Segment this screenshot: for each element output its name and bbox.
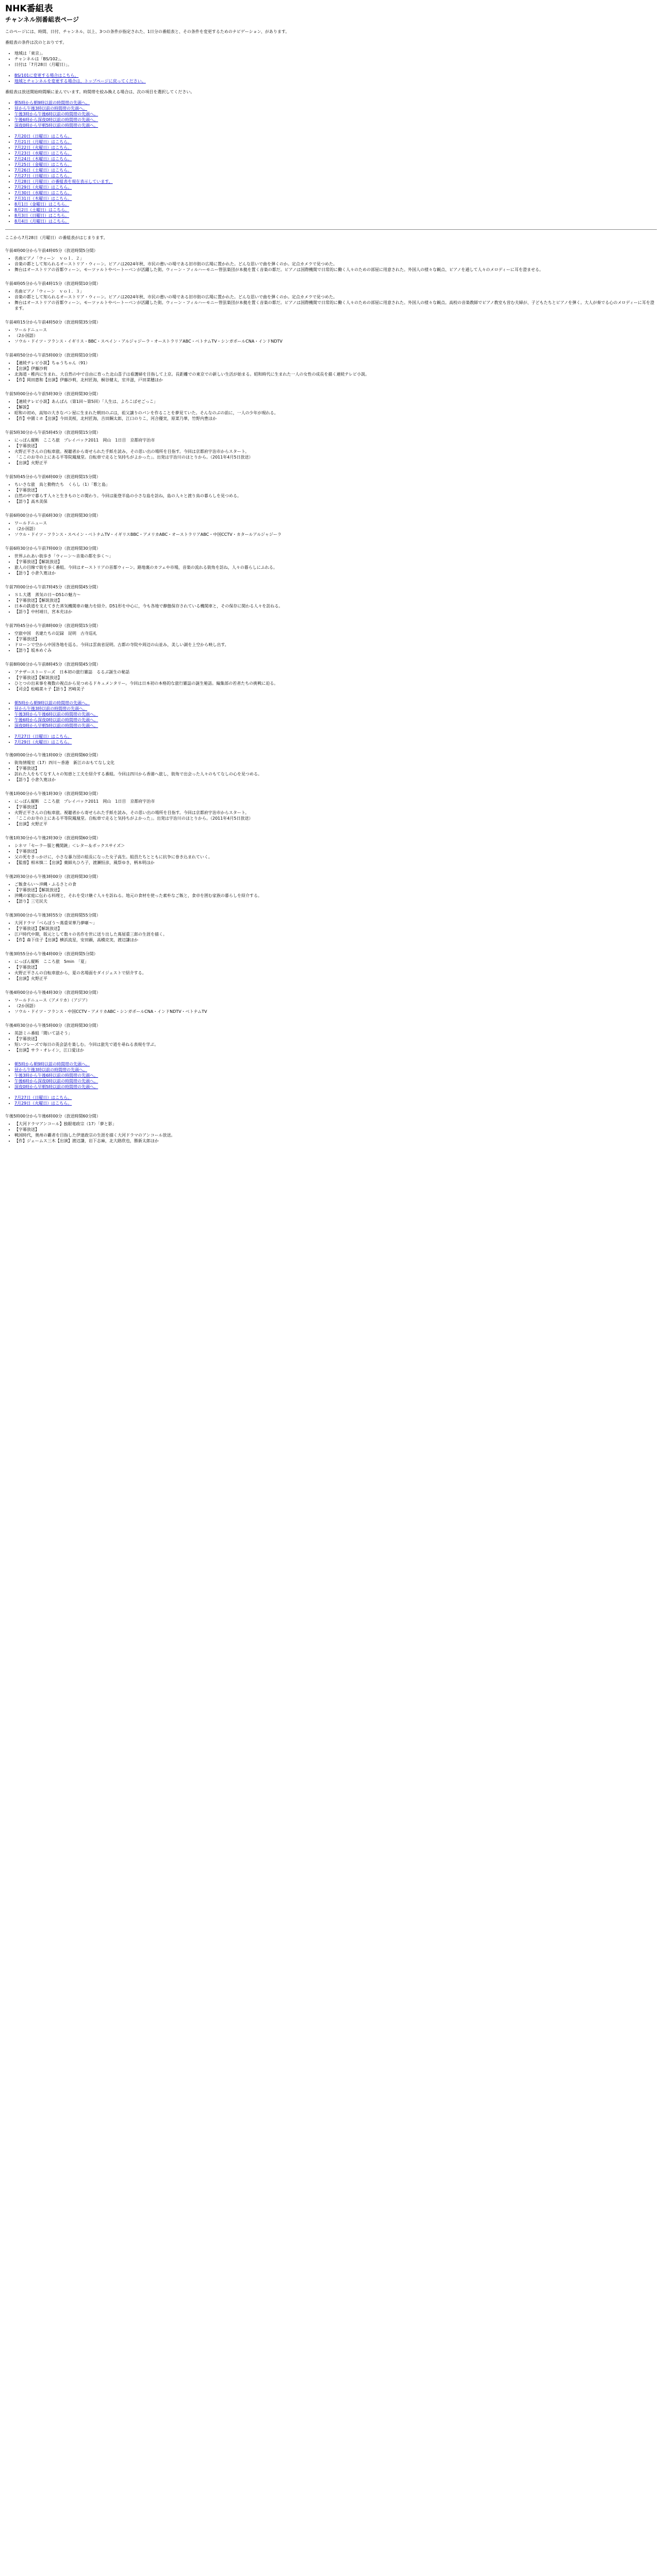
program-slot xyxy=(5,874,657,904)
program-detail: • 【出演】サラ・オレイン，江口愛ほか xyxy=(14,1047,657,1053)
program-slot xyxy=(5,1023,657,1053)
program-title: • 大河ドラマ「べらぼう〜蔦重栄華乃夢噺〜」 xyxy=(14,920,657,926)
program-detail: • 短いフレーズで毎日の英会話を楽しむ。今回は旅先で道を尋ねる表現を学ぶ。 xyxy=(14,1042,657,1047)
conditions-intro: 番組表の条件は次のとおりです。 xyxy=(5,40,67,45)
program-time: 午後1時30分から午後2時30分（放送時間60分間） xyxy=(5,836,101,840)
program-slot xyxy=(5,835,657,866)
program-details xyxy=(5,437,657,466)
program-detail: • 昭和の初め，高知の大きなパン屋に生まれた朝田のぶは，祖父譲りのパンを作ることを夢見ていた。そんなのぶの前に，一人の少年が現れる。 xyxy=(14,410,657,416)
program-detail: • 自然の中で暮らす人々と生きものとの関わり。今回は能登半島の小さな島を訪ね，島の人々と渡り鳥の暮らしを見つめる。 xyxy=(14,493,657,499)
program-detail: • 「ここのお寺の上にある平等院鳳凰堂。自転車で走ると気持ちがよかった」。出発は宇治川のほとりから。（2011年4月5日放送） xyxy=(14,816,657,821)
program-details xyxy=(5,799,657,827)
program-list-afternoon xyxy=(5,752,657,1053)
program-detail: • 舞台はオーストリアの首都ウィーン。モーツァルトやベートーベンが活躍した街。ウィーン・フィルハーモニー管弦楽団が本拠を置く音楽の都だ。ピアノは国際機関で日常的に働く人々のための部屋に用意された。外国人の様々な観点。高校の音楽教師でピアノ教室も営む夫婦が、子どもたちとピアノを弾く。大人が奏でる心のメロディーに耳を澄ます。 xyxy=(14,300,657,311)
program-slot xyxy=(5,951,657,981)
date-nav xyxy=(5,734,657,745)
program-detail: • 【出演】火野正平 xyxy=(14,976,657,981)
program-title: • ＳＬ大選 蒸気の日〜D51の魅力〜 xyxy=(14,592,657,598)
program-detail: • 【監督】相米慎二【出演】薬師丸ひろ子，渡瀬恒彦，風祭ゆき，柄本明ほか xyxy=(14,860,657,866)
program-detail: • 【出演】火野正平 xyxy=(14,460,657,466)
program-detail: • 訪れた人をもてなす人々の知恵と工夫を紹介する番組。今回は四川から香港へ旅し，街角で出会った人々のもてなしの心を見つめる。 xyxy=(14,771,657,777)
program-details xyxy=(5,959,657,981)
date-nav-link[interactable]: 7月24日（木曜日）はこちら。 xyxy=(14,157,72,161)
program-time: 午後4時00分から午後4時30分（放送時間30分間） xyxy=(5,990,101,995)
time-nav-link[interactable]: 朝5時から朝9時以前の時間帯の先頭へ。 xyxy=(14,701,90,705)
time-nav-link[interactable]: 朝5時から朝9時以前の時間帯の先頭へ。 xyxy=(14,100,90,105)
next-day-link[interactable]: 7月29日（火曜日）はこちら。 xyxy=(14,1101,72,1106)
date-nav-link[interactable]: 7月31日（木曜日）はこちら。 xyxy=(14,196,72,201)
program-details xyxy=(5,592,657,615)
program-detail: • ソウル・ドイツ・フランス・イギリス・BBC・スペイン・アルジャジーラ・オーストラリアABC・ベトナムTV・シンガポールCNA・インドNDTV xyxy=(14,338,657,344)
program-title: • にっぽん縦断 こころ旅 プレイバック2011 岡山 1日目 京都府宇治市 xyxy=(14,437,657,443)
program-detail: • 【語り】小倉久寛ほか xyxy=(14,570,657,576)
bottom-navigation xyxy=(5,1061,657,1106)
program-slot xyxy=(5,391,657,421)
program-details xyxy=(5,1121,657,1144)
program-detail: • 旅人の目線で街を歩く番組。今回はオーストリアの首都ウィーン。路地裏のカフェや市場，音楽の流れる街角を訪ね，人々の暮らしにふれる。 xyxy=(14,565,657,570)
program-details xyxy=(5,520,657,537)
program-detail: • 【字幕放送】 xyxy=(14,964,657,970)
program-detail: • 舞台はオーストリアの首都ウィーン。モーツァルトやベートーベンが活躍した街。ウィーン・フィルハーモニー管弦楽団が本拠を置く音楽の都だ。ピアノは国際機関で日常的に働く人々のための部屋に用意された。外国人の様々な観点、ピアノを通して人々のメロディーに耳を澄ませる。 xyxy=(14,267,657,273)
program-detail: • ドローンで空から中国各地を巡る。今回は雲南省昆明。古都の寺院や周辺の山並み，美しい湖を上空から映し出す。 xyxy=(14,642,657,648)
program-detail: • 【語り】坂本めぐみ xyxy=(14,648,657,653)
date-nav-link[interactable]: 7月23日（水曜日）はこちら。 xyxy=(14,151,72,156)
program-detail: • 【字幕放送】 xyxy=(14,443,657,449)
date-nav-link[interactable]: 7月20日（日曜日）はこちら。 xyxy=(14,134,72,139)
program-time: 午前8時00分から午前8時45分（放送時間45分間） xyxy=(5,662,101,667)
program-time: 午後4時30分から午後5時00分（放送時間30分間） xyxy=(5,1023,101,1028)
date-line: ここから7月28日（月曜日）の番組表がはじまります。 xyxy=(5,235,108,240)
date-nav-link[interactable]: 8月4日（月曜日）はこちら。 xyxy=(14,219,70,224)
program-detail: • ひとつの出来事を複数の視点から見つめるドキュメンタリー。今回は日本初の本格的な旅行雑誌の誕生秘話。編集部の若者たちの挑戦に迫る。 xyxy=(14,681,657,686)
program-title: • 【大河ドラマアンコール】独眼竜政宗（17）「夢と影」 xyxy=(14,1121,657,1127)
program-title: • 名曲ピアノ「ウィーン ｖｏｌ．２」 xyxy=(14,256,657,261)
program-detail: • 【字幕放送】 xyxy=(14,766,657,771)
date-nav-link[interactable]: 7月25日（金曜日）はこちら。 xyxy=(14,162,72,167)
program-title: • シネマ「セーラー服と機関銃」＜レター＆ボックスサイズ＞ xyxy=(14,843,657,849)
program-details xyxy=(5,289,657,311)
program-detail: • 北海道・稚内に生まれ、大自然の中で自由に育った北山喜子は看護婦を目指して上京。長距離での東京での新しい生活が始まる。昭和時代に生まれた一人の女性の成長を描く連続テレビ小説。 xyxy=(14,371,657,377)
program-detail: • 【語り】高木美保 xyxy=(14,499,657,504)
time-nav-link[interactable]: 昼から午後3時以前の時間帯の先頭へ。 xyxy=(14,706,88,711)
program-title: • 世界ふれあい街歩き「ウィーン〜音楽の都を歩く〜」 xyxy=(14,553,657,559)
program-slot xyxy=(5,791,657,827)
program-detail: • （2か国語） xyxy=(14,526,657,532)
divider xyxy=(5,229,657,230)
program-time: 午後3時55分から午後4時00分（放送時間5分間） xyxy=(5,952,98,956)
program-detail: • 江戸時代中期，版元として数々の名作を世に送り出した蔦屋重三郎の生涯を描く。 xyxy=(14,931,657,937)
program-detail: • 火野正平さんの自転車旅。視聴者から寄せられた手紙を読み，その思い出の場所を目指す。今回は京都府宇治市からスタート。 xyxy=(14,810,657,816)
program-detail: • 【作】ジェームス三木【出演】渡辺謙，岩下志麻，北大路欣也，勝新太郎ほか xyxy=(14,1138,657,1144)
program-details xyxy=(5,631,657,653)
program-detail: • 音楽の都として知られるオーストリア・ウィーン。ピアノは2024年秋、市民の憩いの場である旧市街の広場に置かれた。どんな思いで曲を弾くのか。定点カメラで見つめた。 xyxy=(14,294,657,300)
program-title: • 空旅中国 名建たちの記録 昆明 古寺巡礼 xyxy=(14,631,657,636)
conditions-list xyxy=(5,50,657,67)
program-detail: • （2か国語） xyxy=(14,333,657,338)
date-nav-link[interactable]: 8月1日（金曜日）はこちら。 xyxy=(14,202,70,207)
change-links xyxy=(5,73,657,84)
program-slot xyxy=(5,584,657,615)
program-detail: • 【字幕放送】 xyxy=(14,487,657,493)
program-detail: • ソウル・ドイツ・フランス・中国CCTV・アメリカABC・シンガポールCNA・インドNDTV・ベトナムTV xyxy=(14,1009,657,1014)
program-details xyxy=(5,553,657,576)
time-nav xyxy=(5,1061,657,1090)
program-detail: • 【出演】火野正平 xyxy=(14,821,657,827)
program-details xyxy=(5,843,657,866)
program-slot xyxy=(5,430,657,466)
program-time: 午前6時00分から午前6時30分（放送時間30分間） xyxy=(5,513,101,518)
program-title: • にっぽん縦断 こころ旅 5min 「夏」 xyxy=(14,959,657,964)
program-detail: • ソウル・ドイツ・フランス・スペイン・ベトナムTV・イギリスBBC・アメリカABC・オーストラリアABC・中国CCTV・カタールアルジャジーラ xyxy=(14,532,657,537)
program-details xyxy=(5,997,657,1014)
program-detail: • 【字幕放送】 xyxy=(14,1036,657,1042)
time-nav-link[interactable]: 昼から午後3時以前の時間帯の先頭へ。 xyxy=(14,1067,88,1072)
program-detail: • 【語り】中村靖日，宮本充ほか xyxy=(14,609,657,615)
date-nav-link[interactable]: 8月2日（土曜日）はこちら。 xyxy=(14,208,70,212)
program-details xyxy=(5,669,657,692)
program-slot xyxy=(5,474,657,504)
program-title: • 街角情報室（17）四川〜香港 新江のおもてなし文化 xyxy=(14,760,657,766)
program-title: • にっぽん縦断 こころ旅 プレイバック2011 岡山 1日目 京都府宇治市 xyxy=(14,799,657,804)
condition-item: • 日付は「7月28日（月曜日）」。 xyxy=(14,62,657,67)
program-detail: • 【字幕放送】 xyxy=(14,804,657,810)
program-detail: • 【字幕放送】 xyxy=(14,636,657,642)
date-nav-link[interactable]: 7月26日（土曜日）はこちら。 xyxy=(14,168,72,173)
time-nav-link[interactable]: 深夜0時から早朝5時以前の時間帯の先頭へ。 xyxy=(14,123,98,128)
time-nav-link[interactable]: 深夜0時から早朝5時以前の時間帯の先頭へ。 xyxy=(14,1084,98,1089)
program-detail: • 沖縄の家庭に伝わる料理と，それを受け継ぐ人々を訪ねる。地元の食材を使った素朴なご飯と，食卓を囲む家族の暮らしを紹介する。 xyxy=(14,893,657,899)
program-detail: • 【出演】伊藤沙莉 xyxy=(14,366,657,371)
date-nav xyxy=(5,133,657,224)
program-detail: • 【字幕放送】【解説放送】 xyxy=(14,926,657,931)
date-nav-link[interactable]: 7月27日（日曜日）はこちら。 xyxy=(14,174,72,178)
program-time: 午前6時30分から午前7時00分（放送時間30分間） xyxy=(5,546,101,551)
site-title: NHK番組表 xyxy=(5,4,53,14)
program-slot xyxy=(5,248,657,273)
program-detail: • 【字幕放送】 xyxy=(14,849,657,854)
program-slot xyxy=(5,912,657,943)
program-slot xyxy=(5,352,657,383)
program-detail: • 音楽の都として知られるオーストリア・ウィーン。ピアノは2024年秋、市民の憩いの場である旧市街の広場に置かれた。どんな思いで曲を弾くのか。定点カメラで見つめた。 xyxy=(14,261,657,267)
time-nav-link[interactable]: 午後3時から午後6時以前の時間帯の先頭へ。 xyxy=(14,712,98,717)
program-slot xyxy=(5,752,657,783)
date-nav-link[interactable]: 8月3日（日曜日）はこちら。 xyxy=(14,213,70,218)
program-title: • 【連続テレビ小説】ちゅうちゃん（91） xyxy=(14,360,657,366)
program-detail: • 【字幕放送】【解説放送】 xyxy=(14,559,657,565)
program-slot xyxy=(5,513,657,537)
date-nav-link[interactable]: 7月29日（火曜日）はこちら。 xyxy=(14,185,72,190)
condition-item: • チャンネルは「BS/102」。 xyxy=(14,56,657,62)
program-detail: • 【字幕放送】【解説放送】 xyxy=(14,675,657,681)
program-title: • ワールドニュース（アメリカ）（アジア） xyxy=(14,997,657,1003)
date-nav-current[interactable]: 7月28日（月曜日）の番組表を現在表示しています。 xyxy=(14,179,113,184)
back-to-top-link[interactable]: 地域とチャンネルを変更する場合は、トップページに戻ってください。 xyxy=(14,79,146,83)
program-detail: • 【作】中園ミホ【出演】今田美桜，北村匠海，吉田鋼太郎，江口のりこ，河合優実，原菜乃華，竹野内豊ほか xyxy=(14,416,657,421)
program-time: 午前7時45分から午前8時00分（放送時間15分間） xyxy=(5,623,101,628)
program-slot xyxy=(5,1113,657,1144)
program-details xyxy=(5,327,657,344)
date-nav-link[interactable]: 7月21日（月曜日）はこちら。 xyxy=(14,140,72,144)
program-detail: • 【字幕放送】【解説放送】 xyxy=(14,887,657,893)
page xyxy=(0,0,662,1154)
program-detail: • 【作】森下佳子【出演】横浜流星，安田顕，高橋克実，渡辺謙ほか xyxy=(14,937,657,943)
program-list-evening xyxy=(5,1113,657,1144)
program-detail: • 火野正平さんの自転車旅から，夏の名場面をダイジェストで紹介する。 xyxy=(14,970,657,976)
page-subtitle: チャンネル別番組表ページ xyxy=(5,16,79,23)
date-nav xyxy=(5,1095,657,1106)
change-channel-link[interactable]: BS/101に変更する場合はこちら。 xyxy=(14,73,79,78)
program-title: • ワールドニュース xyxy=(14,327,657,333)
time-nav-link[interactable]: 午後6時から深夜0時以前の時間帯の先頭へ。 xyxy=(14,117,98,122)
time-nav-link[interactable]: 午後3時から午後6時以前の時間帯の先頭へ。 xyxy=(14,112,98,116)
program-time: 午後5時00分から午後6時00分（放送時間60分間） xyxy=(5,1114,101,1118)
time-nav xyxy=(5,700,657,728)
program-title: • ご飯食らい〜沖縄・ふるさとの食 xyxy=(14,882,657,887)
date-nav-link[interactable]: 7月30日（水曜日）はこちら。 xyxy=(14,191,72,195)
date-nav-link[interactable]: 7月22日（火曜日）はこちら。 xyxy=(14,145,72,150)
program-detail: • 戦国時代，奥州の覇者を目指した伊達政宗の生涯を描く大河ドラマのアンコール放送。 xyxy=(14,1132,657,1138)
time-nav-intro: 番組表は放送開始時間順に並んでいます。時間帯を絞み換える場合は、次の項目を選択してください。 xyxy=(5,90,195,94)
time-nav-link[interactable]: 午後6時から深夜0時以前の時間帯の先頭へ。 xyxy=(14,1079,98,1083)
program-slot xyxy=(5,281,657,311)
program-detail: • 火野正平さんの自転車旅。視聴者から寄せられた手紙を読み，その思い出の場所を目指す。今回は京都府宇治市からスタート。 xyxy=(14,449,657,454)
mid-navigation xyxy=(5,700,657,745)
program-details xyxy=(5,256,657,273)
program-slot xyxy=(5,546,657,576)
time-nav-link[interactable]: 午後3時から午後6時以前の時間帯の先頭へ。 xyxy=(14,1073,98,1078)
program-title: • 【連続テレビ小説】あんぱん（第1回〜第5回）「人生は、よろこばせごっこ」 xyxy=(14,399,657,404)
program-slot xyxy=(5,990,657,1014)
program-time: 午前4時05分から午前4時15分（放送時間10分間） xyxy=(5,281,101,286)
program-details xyxy=(5,882,657,904)
program-details xyxy=(5,760,657,783)
program-time: 午前5時30分から午前5時45分（放送時間15分間） xyxy=(5,430,101,435)
program-details xyxy=(5,360,657,383)
program-details xyxy=(5,482,657,504)
program-time: 午前4時15分から午前4時50分（放送時間35分間） xyxy=(5,320,101,325)
program-details xyxy=(5,1030,657,1053)
program-detail: • 【字幕放送】【解説放送】 xyxy=(14,598,657,603)
prev-day-link[interactable]: 7月27日（日曜日）はこちら。 xyxy=(14,1095,72,1100)
program-detail: • 父の死をきっかけに，小さな暴力団の組長になった女子高生。組員たちとともに抗争に巻き込まれていく。 xyxy=(14,854,657,860)
program-detail: • 日本の鉄道を支えてきた蒸気機関車の魅力を紹介。D51形を中心に，今も各地で静態保存されている機関車と，その保存に関わる人々を訪ねる。 xyxy=(14,603,657,609)
program-title: • ちいさな旅 鳥と動物たち くらし（1）「歌と島」 xyxy=(14,482,657,487)
program-slot xyxy=(5,662,657,692)
program-title: • 英語ミニ番組「聞いて話そう」 xyxy=(14,1030,657,1036)
program-time: 午前4時50分から午前5時00分（放送時間10分間） xyxy=(5,353,101,358)
program-time: 午前5時00分から午前5時30分（放送時間30分間） xyxy=(5,392,101,396)
program-time: 午後3時00分から午後3時55分（放送時間55分間） xyxy=(5,913,101,918)
program-slot xyxy=(5,623,657,653)
program-details xyxy=(5,920,657,943)
program-title: • ワールドニュース xyxy=(14,520,657,526)
program-details xyxy=(5,399,657,421)
program-time: 午前4時00分から午前4時05分（放送時間5分間） xyxy=(5,248,98,253)
time-nav-link[interactable]: 昼から午後3時以前の時間帯の先頭へ。 xyxy=(14,106,88,111)
program-time: 午前7時00分から午前7時45分（放送時間45分間） xyxy=(5,585,101,589)
program-detail: • 【解説】 xyxy=(14,404,657,410)
page-intro: このページには、時間、日付、チャンネル、以上、3つの条件が指定された、1日分の番組表と、その条件を変更するためのナビゲーション、があります。 xyxy=(5,29,290,34)
program-time: 午後2時30分から午後3時00分（放送時間30分間） xyxy=(5,874,101,879)
program-detail: • 【司会】松嶋菜々子【語り】宮崎美子 xyxy=(14,686,657,692)
program-detail: • （2か国語） xyxy=(14,1003,657,1009)
program-time: 午後1時00分から午後1時30分（放送時間30分間） xyxy=(5,791,101,796)
condition-item: • 地域は「東京」。 xyxy=(14,50,657,56)
program-detail: • 【作】岡田惠和【出演】伊藤沙莉，北村匠海，桐谷健太，室井滋，戸田菜穂ほか xyxy=(14,377,657,383)
program-list-morning xyxy=(5,248,657,692)
program-detail: • 「ここのお寺の上にある平等院鳳凰堂。自転車で走ると気持ちがよかった」。出発は宇治川のほとりから。（2011年4月5日放送） xyxy=(14,454,657,460)
program-title: • 名曲ピアノ「ウィーン ｖｏｌ．３」 xyxy=(14,289,657,294)
program-slot xyxy=(5,319,657,344)
program-time: 午後0時00分から午後1時00分（放送時間60分間） xyxy=(5,753,101,757)
time-nav-link[interactable]: 深夜0時から早朝5時以前の時間帯の先頭へ。 xyxy=(14,723,98,728)
prev-day-link[interactable]: 7月27日（日曜日）はこちら。 xyxy=(14,734,72,739)
program-detail: • 【字幕放送】 xyxy=(14,1127,657,1132)
next-day-link[interactable]: 7月29日（火曜日）はこちら。 xyxy=(14,740,72,744)
program-title: • アナザーストーリーズ 日本初の旅行雑誌 るるぶ誕生の秘話 xyxy=(14,669,657,675)
time-nav-link[interactable]: 午後6時から深夜0時以前の時間帯の先頭へ。 xyxy=(14,718,98,722)
time-nav-link[interactable]: 朝5時から朝9時以前の時間帯の先頭へ。 xyxy=(14,1062,90,1066)
program-detail: • 【語り】小倉久寛ほか xyxy=(14,777,657,783)
program-time: 午前5時45分から午前6時00分（放送時間15分間） xyxy=(5,474,101,479)
program-detail: • 【語り】三宅民夫 xyxy=(14,899,657,904)
time-nav xyxy=(5,100,657,128)
